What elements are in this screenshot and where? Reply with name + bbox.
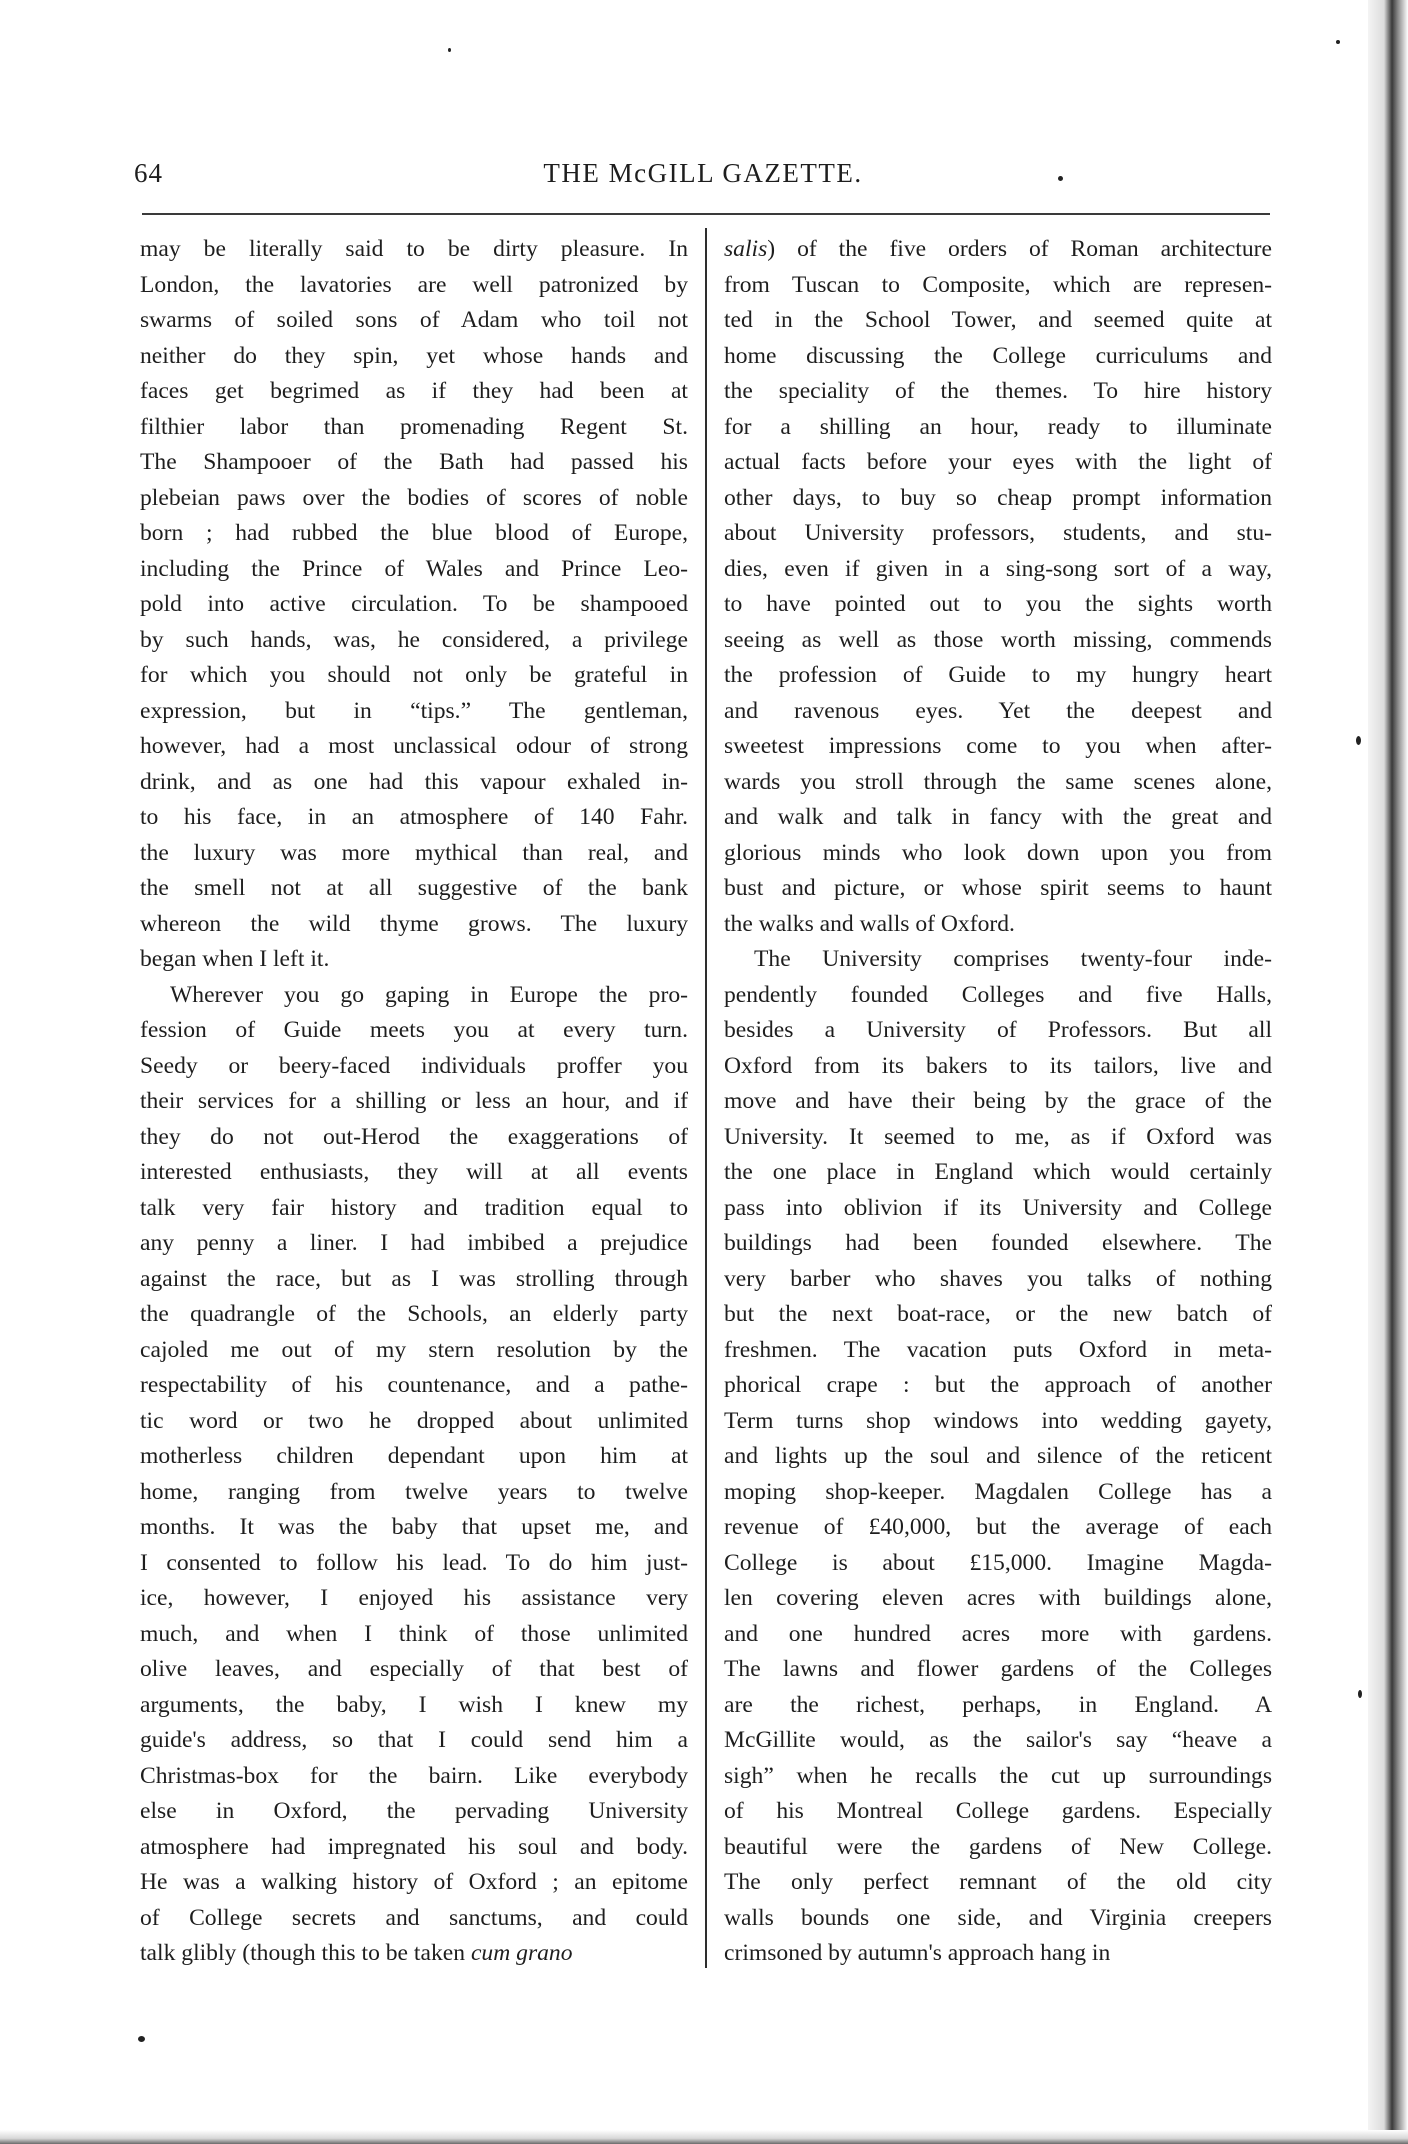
- line-text: moping shop-keeper. Magdalen College has a: [724, 1478, 1272, 1505]
- text-line: [724, 1404, 1272, 1440]
- line-text: interested enthusiasts, they will at all events: [140, 1159, 688, 1185]
- line-text: the speciality of the themes. To hire history: [724, 378, 1272, 404]
- line-text: arguments, the baby, I wish I knew my: [140, 1691, 688, 1718]
- text-line: [140, 1936, 688, 1972]
- text-line: [140, 587, 688, 623]
- text-line: [140, 552, 688, 588]
- text-line: [140, 978, 688, 1014]
- text-line: [140, 1901, 688, 1937]
- text-line: [724, 1191, 1272, 1227]
- text-line: [724, 1688, 1272, 1724]
- line-text: against the race, but as I was strolling through: [140, 1265, 688, 1292]
- page-bottom-edge: [0, 2130, 1408, 2144]
- line-text: sweetest impressions come to you when after-: [724, 733, 1272, 759]
- line-text: drink, and as one had this vapour exhaled in-: [140, 768, 688, 795]
- text-line: [724, 1901, 1272, 1937]
- line-text: neither do they spin, yet whose hands and: [140, 342, 688, 369]
- text-line: [140, 445, 688, 481]
- line-text: however, had a most unclassical odour of strong: [140, 733, 688, 759]
- text-line: [724, 1652, 1272, 1688]
- page-number: 64: [134, 158, 163, 188]
- line-text: talk glibly (though this to be taken: [140, 1940, 471, 1966]
- text-line: [724, 800, 1272, 836]
- text-line: [724, 1262, 1272, 1298]
- line-text: whereon the wild thyme grows. The luxury: [140, 910, 688, 937]
- line-text: and lights up the soul and silence of the reticent: [724, 1443, 1272, 1469]
- line-text: to his face, in an atmosphere of 140 Fahr.: [140, 804, 688, 830]
- line-text: their services for a shilling or less an hour, and if: [140, 1088, 688, 1114]
- line-text: the luxury was more mythical than real, and: [140, 839, 688, 866]
- text-line: [724, 1723, 1272, 1759]
- line-text: fession of Guide meets you at every turn.: [140, 1017, 688, 1043]
- line-text: are the richest, perhaps, in England. A: [724, 1691, 1272, 1718]
- line-text: for which you should not only be grateful in: [140, 662, 688, 688]
- text-line: [724, 1759, 1272, 1795]
- text-line: [724, 1510, 1272, 1546]
- line-text: revenue of £40,000, but the average of each: [724, 1514, 1272, 1540]
- text-line: [140, 1475, 688, 1511]
- line-text: began when I left it.: [140, 946, 330, 972]
- line-text: pass into oblivion if its University and College: [724, 1194, 1272, 1221]
- line-text: swarms of soiled sons of Adam who toil not: [140, 307, 688, 333]
- line-text: atmosphere had impregnated his soul and body.: [140, 1833, 688, 1860]
- line-text: but the next boat-race, or the new batch of: [724, 1301, 1272, 1327]
- line-text: actual facts before your eyes with the light of: [724, 449, 1272, 475]
- text-line: [724, 765, 1272, 801]
- line-text: motherless children dependant upon him at: [140, 1443, 688, 1469]
- text-line: [724, 1368, 1272, 1404]
- text-line: [140, 516, 688, 552]
- line-text: crimsoned by autumn's approach hang in: [724, 1940, 1111, 1966]
- line-text: move and have their being by the grace of the: [724, 1088, 1272, 1114]
- text-line: [140, 1759, 688, 1795]
- line-text: guide's address, so that I could send him a: [140, 1727, 688, 1753]
- text-line: [724, 1936, 1272, 1972]
- line-text: phorical crape : but the approach of another: [724, 1372, 1272, 1398]
- line-text: very barber who shaves you talks of nothing: [724, 1265, 1272, 1292]
- line-text: The only perfect remnant of the old city: [724, 1869, 1272, 1895]
- line-text: I consented to follow his lead. To do him just-: [140, 1549, 688, 1576]
- text-line: [140, 374, 688, 410]
- line-text: by such hands, was, he considered, a privilege: [140, 626, 688, 653]
- text-line: [724, 1475, 1272, 1511]
- text-line: [724, 481, 1272, 517]
- text-line: [724, 1084, 1272, 1120]
- line-text: Oxford from its bakers to its tailors, live and: [724, 1052, 1272, 1079]
- text-line: [140, 1226, 688, 1262]
- text-line: [724, 978, 1272, 1014]
- line-text: other days, to buy so cheap prompt information: [724, 484, 1272, 511]
- text-line: [140, 800, 688, 836]
- text-line: [724, 658, 1272, 694]
- line-text: College is about £15,000. Imagine Magda-: [724, 1549, 1272, 1576]
- line-text: and ravenous eyes. Yet the deepest and: [724, 697, 1272, 724]
- text-line: [140, 1368, 688, 1404]
- text-line: [724, 516, 1272, 552]
- line-text: besides a University of Professors. But all: [724, 1017, 1272, 1043]
- text-line: [140, 1652, 688, 1688]
- page-header: [134, 158, 1272, 198]
- text-line: [724, 729, 1272, 765]
- line-text: the smell not at all suggestive of the bank: [140, 875, 688, 901]
- line-text: cajoled me out of my stern resolution by the: [140, 1336, 688, 1363]
- text-line: [724, 1581, 1272, 1617]
- text-line: [724, 907, 1272, 943]
- line-text: tic word or two he dropped about unlimited: [140, 1407, 688, 1434]
- left-column: [140, 232, 688, 1972]
- text-line: [140, 1688, 688, 1724]
- text-line: [140, 1333, 688, 1369]
- line-text: else in Oxford, the pervading University: [140, 1798, 688, 1824]
- text-line: [140, 942, 688, 978]
- text-line: [140, 1404, 688, 1440]
- line-text: filthier labor than promenading Regent St.: [140, 413, 688, 440]
- right-column: [724, 232, 1272, 1972]
- line-text: and one hundred acres more with gardens.: [724, 1620, 1272, 1647]
- text-line: [724, 623, 1272, 659]
- text-line: [724, 1155, 1272, 1191]
- print-speck: [138, 2036, 145, 2042]
- print-speck: [448, 48, 451, 52]
- text-line: [140, 410, 688, 446]
- print-speck: [1358, 1690, 1362, 1698]
- text-line: [724, 871, 1272, 907]
- text-line: [724, 1333, 1272, 1369]
- line-text: wards you stroll through the same scenes alone,: [724, 768, 1272, 795]
- text-line: [140, 339, 688, 375]
- line-text: the quadrangle of the Schools, an elderly party: [140, 1301, 688, 1327]
- text-line: [140, 1049, 688, 1085]
- line-text: faces get begrimed as if they had been at: [140, 378, 688, 404]
- text-line: [724, 1794, 1272, 1830]
- line-text: for a shilling an hour, ready to illuminate: [724, 413, 1272, 440]
- text-line: [140, 303, 688, 339]
- line-text: University. It seemed to me, as if Oxford was: [724, 1123, 1272, 1150]
- line-text: ice, however, I enjoyed his assistance very: [140, 1585, 688, 1611]
- text-line: [140, 1794, 688, 1830]
- text-line: [724, 445, 1272, 481]
- text-line: [724, 1297, 1272, 1333]
- text-line: [724, 942, 1272, 978]
- text-line: [140, 765, 688, 801]
- text-line: [140, 481, 688, 517]
- text-line: [140, 1191, 688, 1227]
- line-text: The University comprises twenty-four inde-: [754, 946, 1272, 972]
- line-text: respectability of his countenance, and a pathe-: [140, 1372, 688, 1398]
- text-line: [140, 836, 688, 872]
- line-text: beautiful were the gardens of New College.: [724, 1833, 1272, 1860]
- line-text: ) of the five orders of Roman architecture: [767, 236, 1272, 262]
- line-text: born ; had rubbed the blue blood of Europe,: [140, 520, 688, 546]
- text-line: [724, 339, 1272, 375]
- line-text: London, the lavatories are well patronized by: [140, 271, 688, 298]
- line-text: dies, even if given in a sing-song sort of a way,: [724, 555, 1272, 582]
- line-text: buildings had been founded elsewhere. The: [724, 1230, 1272, 1256]
- text-line: [140, 694, 688, 730]
- line-text: about University professors, students, and stu-: [724, 520, 1272, 546]
- line-text: plebeian paws over the bodies of scores of noble: [140, 484, 688, 511]
- line-text: the profession of Guide to my hungry heart: [724, 662, 1272, 688]
- print-speck: [1336, 40, 1340, 44]
- text-line: [724, 587, 1272, 623]
- line-text: including the Prince of Wales and Prince Leo-: [140, 555, 688, 582]
- text-line: [140, 623, 688, 659]
- italic-phrase: salis: [724, 236, 768, 262]
- line-text: may be literally said to be dirty pleasure. In: [140, 236, 688, 262]
- line-text: McGillite would, as the sailor's say “heave a: [724, 1727, 1272, 1753]
- line-text: any penny a liner. I had imbibed a prejudice: [140, 1230, 688, 1256]
- line-text: len covering eleven acres with buildings alone,: [724, 1585, 1272, 1611]
- line-text: home discussing the College curriculums and: [724, 342, 1272, 369]
- text-line: [140, 268, 688, 304]
- text-line: [140, 1297, 688, 1333]
- text-line: [140, 1084, 688, 1120]
- text-line: [140, 1262, 688, 1298]
- text-line: [724, 1617, 1272, 1653]
- text-line: [724, 1546, 1272, 1582]
- line-text: glorious minds who look down upon you from: [724, 839, 1272, 866]
- text-line: [140, 1581, 688, 1617]
- text-line: [140, 1155, 688, 1191]
- line-text: Term turns shop windows into wedding gayety,: [724, 1407, 1272, 1434]
- page-edge-shadow: [1368, 0, 1408, 2144]
- line-text: of College secrets and sanctums, and could: [140, 1904, 688, 1931]
- line-text: sigh” when he recalls the cut up surroundings: [724, 1762, 1272, 1789]
- text-line: [724, 1865, 1272, 1901]
- text-line: [724, 1049, 1272, 1085]
- text-line: [724, 374, 1272, 410]
- text-line: [724, 232, 1272, 268]
- text-line: [140, 1013, 688, 1049]
- text-line: [724, 268, 1272, 304]
- text-line: [140, 729, 688, 765]
- text-line: [724, 1120, 1272, 1156]
- text-line: [140, 1546, 688, 1582]
- line-text: Christmas-box for the bairn. Like everybody: [140, 1762, 688, 1789]
- header-rule: [142, 213, 1270, 215]
- text-line: [140, 1865, 688, 1901]
- text-line: [140, 1830, 688, 1866]
- print-speck: [1058, 176, 1063, 181]
- line-text: walls bounds one side, and Virginia creepers: [724, 1904, 1272, 1931]
- text-line: [140, 1120, 688, 1156]
- text-line: [724, 303, 1272, 339]
- text-line: [140, 871, 688, 907]
- text-line: [140, 1723, 688, 1759]
- line-text: Wherever you go gaping in Europe the pro-: [170, 981, 688, 1008]
- line-text: talk very fair history and tradition equal to: [140, 1194, 688, 1221]
- line-text: from Tuscan to Composite, which are represen-: [724, 271, 1272, 298]
- line-text: the one place in England which would certainly: [724, 1159, 1272, 1185]
- line-text: and walk and talk in fancy with the great and: [724, 804, 1272, 830]
- text-line: [724, 552, 1272, 588]
- line-text: expression, but in “tips.” The gentleman,: [140, 697, 688, 724]
- line-text: ted in the School Tower, and seemed quite at: [724, 307, 1272, 333]
- text-line: [140, 907, 688, 943]
- italic-phrase: cum grano: [470, 1940, 573, 1966]
- text-line: [140, 1439, 688, 1475]
- text-line: [140, 658, 688, 694]
- text-line: [140, 232, 688, 268]
- line-text: olive leaves, and especially of that best of: [140, 1656, 688, 1682]
- line-text: Seedy or beery-faced individuals proffer you: [140, 1052, 688, 1079]
- line-text: home, ranging from twelve years to twelve: [140, 1478, 688, 1505]
- line-text: pold into active circulation. To be shampooed: [140, 591, 688, 617]
- line-text: bust and picture, or whose spirit seems to haunt: [724, 875, 1272, 901]
- line-text: pendently founded Colleges and five Halls,: [724, 981, 1272, 1008]
- text-line: [140, 1510, 688, 1546]
- line-text: seeing as well as those worth missing, commends: [724, 626, 1272, 653]
- text-line: [724, 410, 1272, 446]
- text-line: [724, 836, 1272, 872]
- print-speck: [1356, 736, 1361, 745]
- line-text: to have pointed out to you the sights worth: [724, 591, 1272, 617]
- text-line: [724, 1830, 1272, 1866]
- column-divider: [705, 228, 707, 1968]
- line-text: they do not out-Herod the exaggerations of: [140, 1123, 688, 1150]
- text-line: [724, 1226, 1272, 1262]
- text-line: [140, 1617, 688, 1653]
- text-line: [724, 1013, 1272, 1049]
- line-text: much, and when I think of those unlimited: [140, 1620, 688, 1647]
- line-text: freshmen. The vacation puts Oxford in meta-: [724, 1336, 1272, 1363]
- text-line: [724, 1439, 1272, 1475]
- line-text: months. It was the baby that upset me, and: [140, 1514, 688, 1540]
- line-text: The Shampooer of the Bath had passed his: [140, 449, 688, 475]
- line-text: The lawns and flower gardens of the Colleges: [724, 1656, 1272, 1682]
- line-text: of his Montreal College gardens. Especially: [724, 1798, 1272, 1824]
- text-line: [724, 694, 1272, 730]
- line-text: the walks and walls of Oxford.: [724, 910, 1015, 937]
- line-text: He was a walking history of Oxford ; an epitome: [140, 1869, 688, 1895]
- running-title: THE McGILL GAZETTE.: [543, 158, 863, 188]
